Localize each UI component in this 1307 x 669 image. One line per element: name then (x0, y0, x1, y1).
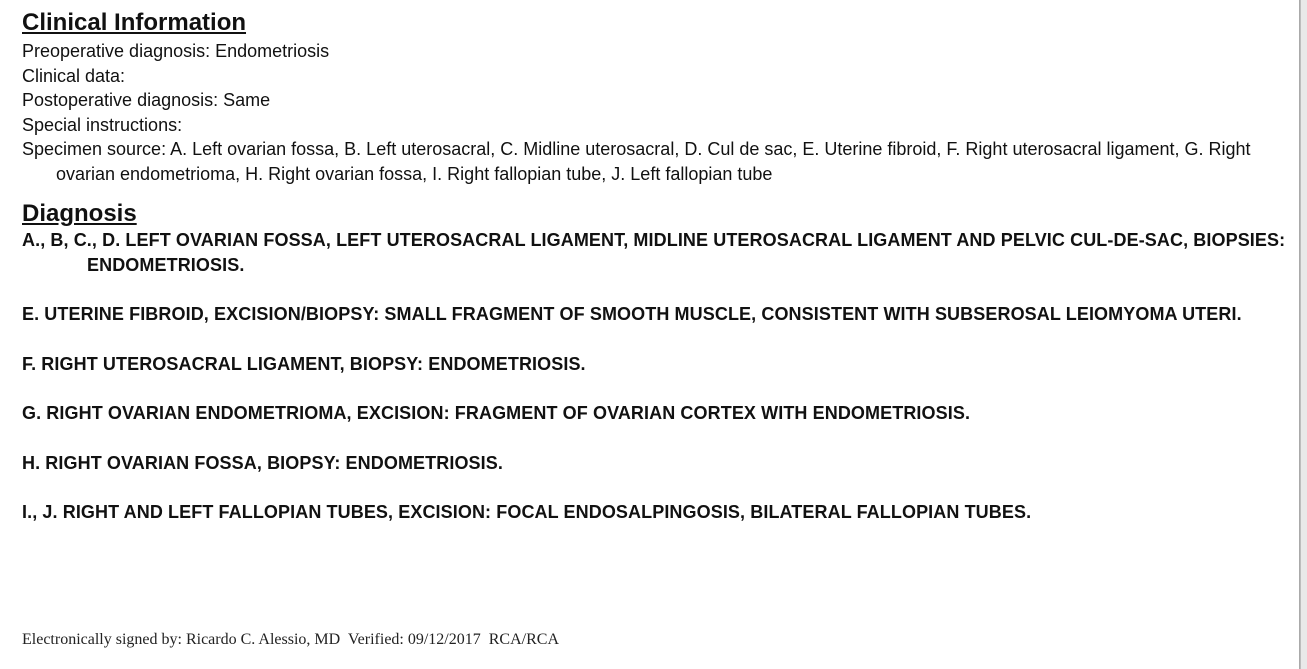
diagnosis-item: I., J. RIGHT AND LEFT FALLOPIAN TUBES, EXCISION: FOCAL ENDOSALPINGOSIS, BILATERAL FALLOPIAN TUBES. (22, 502, 1032, 522)
specimen-source: Specimen source: A. Left ovarian fossa, B. Left uterosacral, C. Midline uterosacral, D. Cul de sac, E. Uterine fibroid, F. Right uterosacral ligament, G. Right ovarian endometrioma, H. Right ovarian fossa, I. Right fallopian tube, J. Left fallopian tube (22, 139, 1251, 184)
electronic-signature: Electronically signed by: Ricardo C. Alessio, MD Verified: 09/12/2017 RCA/RCA (22, 631, 559, 648)
clinical-information-heading: Clinical Information (22, 9, 247, 36)
diagnosis-list (22, 228, 1292, 525)
diagnosis-heading: Diagnosis (22, 200, 137, 227)
diagnosis-item: A., B, C., D. LEFT OVARIAN FOSSA, LEFT UTEROSACRAL LIGAMENT, MIDLINE UTEROSACRAL LIGAMENT AND PELVIC CUL-DE-SAC, BIOPSIES: ENDOMETRIOSIS. (22, 230, 1286, 275)
diagnosis-item: E. UTERINE FIBROID, EXCISION/BIOPSY: SMALL FRAGMENT OF SMOOTH MUSCLE, CONSISTENT WITH SUBSEROSAL LEIOMYOMA UTERI. (22, 304, 1242, 324)
diagnosis-item: H. RIGHT OVARIAN FOSSA, BIOPSY: ENDOMETRIOSIS. (22, 452, 503, 473)
diagnosis-item: G. RIGHT OVARIAN ENDOMETRIOMA, EXCISION: FRAGMENT OF OVARIAN CORTEX WITH ENDOMETRIOSIS. (22, 403, 971, 423)
clinical-information-section (22, 39, 1292, 186)
special-instructions: Special instructions: (22, 114, 183, 135)
report-content (22, 9, 1292, 525)
clinical-data: Clinical data: (22, 65, 126, 86)
diagnosis-item: F. RIGHT UTEROSACRAL LIGAMENT, BIOPSY: ENDOMETRIOSIS. (22, 353, 586, 374)
postoperative-diagnosis: Postoperative diagnosis: Same (22, 90, 271, 110)
vertical-scrollbar[interactable] (1300, 0, 1307, 669)
preoperative-diagnosis: Preoperative diagnosis: Endometriosis (22, 41, 330, 61)
